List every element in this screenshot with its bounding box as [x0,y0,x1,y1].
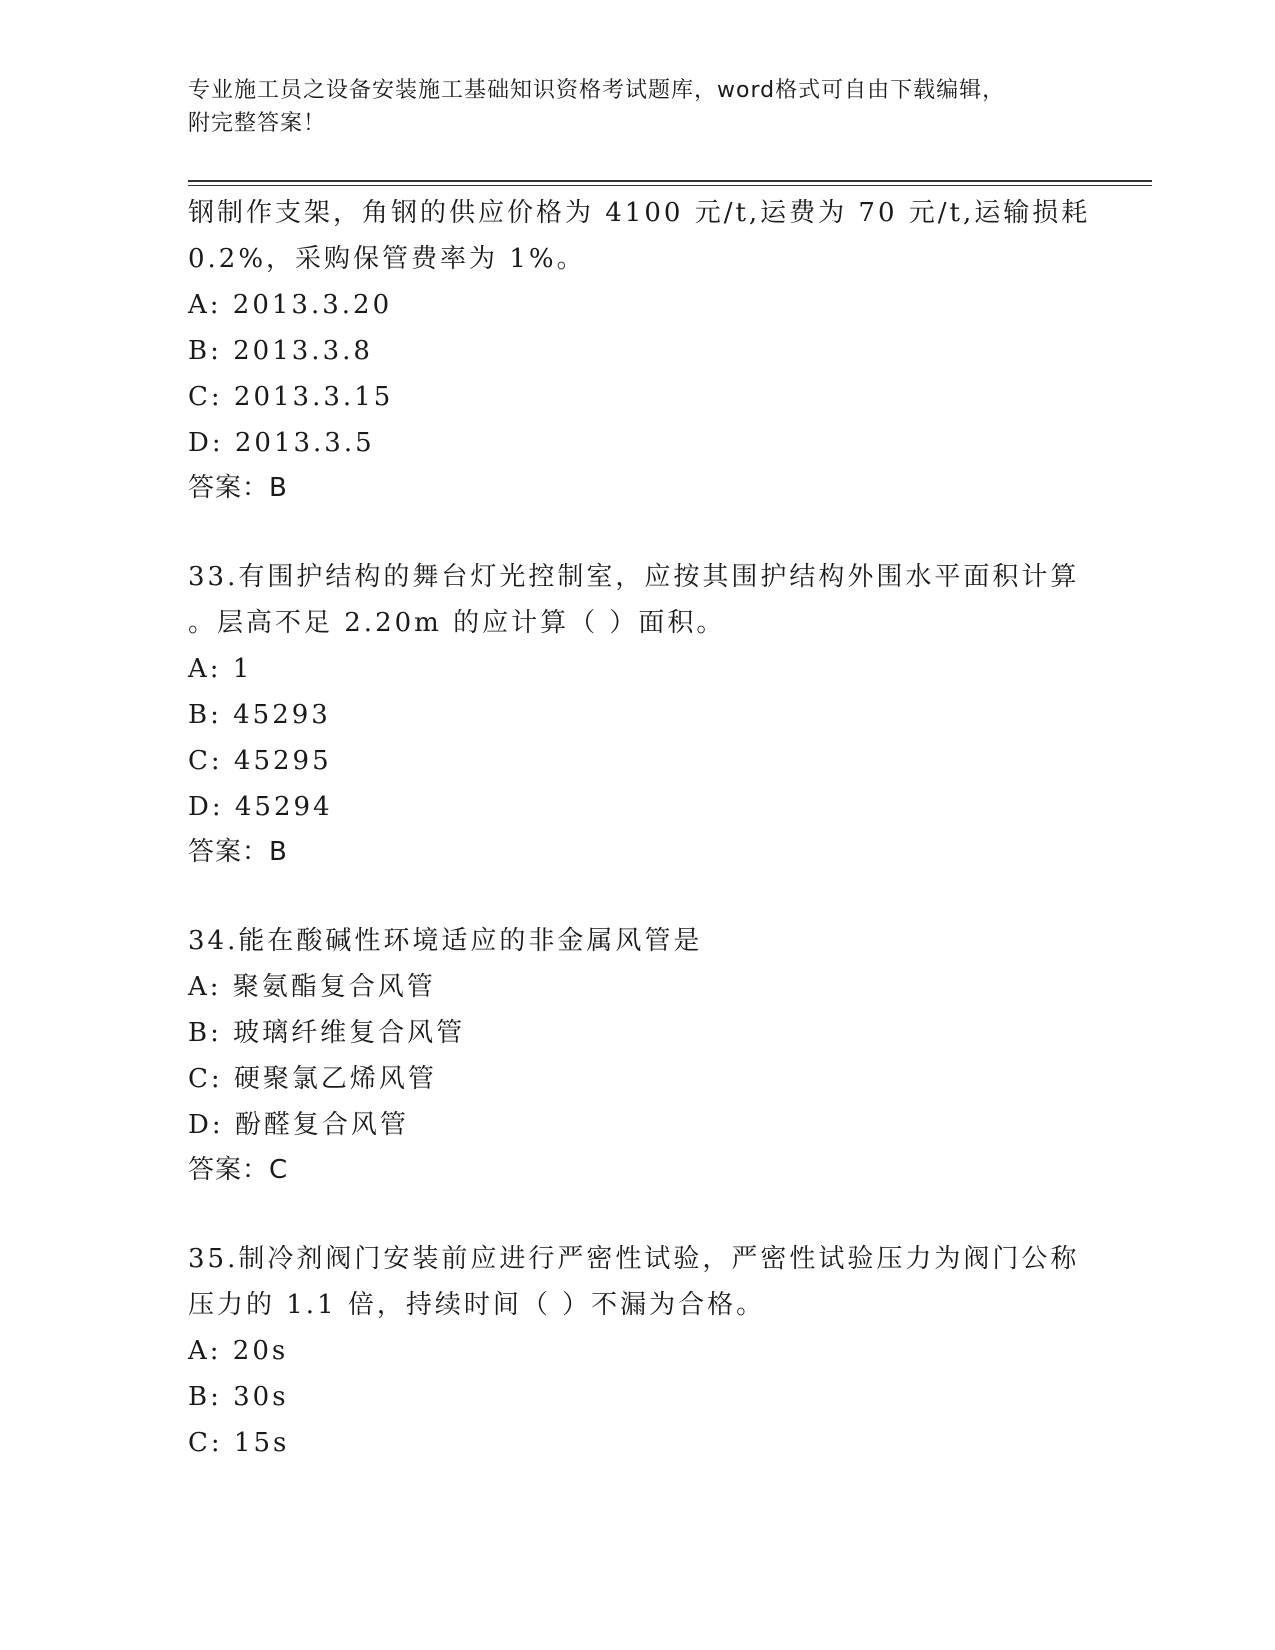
question-text-line: 。层高不足 2.20m 的应计算（ ）面积。 [188,608,726,638]
question-33 [188,554,1088,874]
option-c: C: 15s [188,1428,290,1458]
question-text-line: 压力的 1.1 倍，持续时间（ ）不漏为合格。 [188,1290,766,1320]
question-35 [188,1236,1088,1466]
option-a: A: 1 [188,654,253,684]
answer-line: 答案：B [188,473,288,503]
header-line-2: 附完整答案！ [188,111,327,136]
option-b: B: 玻璃纤维复合风管 [188,1018,466,1048]
header-rule-thin [188,185,1152,186]
option-d: D: 酚醛复合风管 [188,1110,409,1140]
question-32-continuation [188,190,1091,510]
answer-line: 答案：C [188,1155,289,1185]
option-d: D: 2013.3.5 [188,428,375,458]
option-c: C: 2013.3.15 [188,382,394,412]
option-b: B: 2013.3.8 [188,336,373,366]
option-a: A: 2013.3.20 [188,290,393,320]
question-34 [188,918,1088,1192]
option-a: A: 20s [188,1336,289,1366]
answer-line: 答案：B [188,837,288,867]
option-c: C: 45295 [188,746,332,776]
question-text-line: 34.能在酸碱性环境适应的非金属风管是 [188,926,703,956]
question-text-line: 钢制作支架，角钢的供应价格为 4100 元/t,运费为 70 元/t,运输损耗 [188,198,1091,228]
question-text-line: 35.制冷剂阀门安装前应进行严密性试验，严密性试验压力为阀门公称 [188,1244,1080,1274]
header-rule-thick [188,180,1152,182]
question-text-line: 0.2%，采购保管费率为 1%。 [188,244,586,274]
option-b: B: 45293 [188,700,331,730]
option-a: A: 聚氨酯复合风管 [188,972,436,1002]
option-b: B: 30s [188,1382,289,1412]
option-c: C: 硬聚氯乙烯风管 [188,1064,437,1094]
header-line-1: 专业施工员之设备安装施工基础知识资格考试题库，word格式可自由下载编辑， [188,78,1006,103]
question-text-line: 33.有围护结构的舞台灯光控制室，应按其围护结构外围水平面积计算 [188,562,1080,592]
option-d: D: 45294 [188,792,333,822]
document-header [188,74,1088,140]
document-body [188,190,1091,1466]
